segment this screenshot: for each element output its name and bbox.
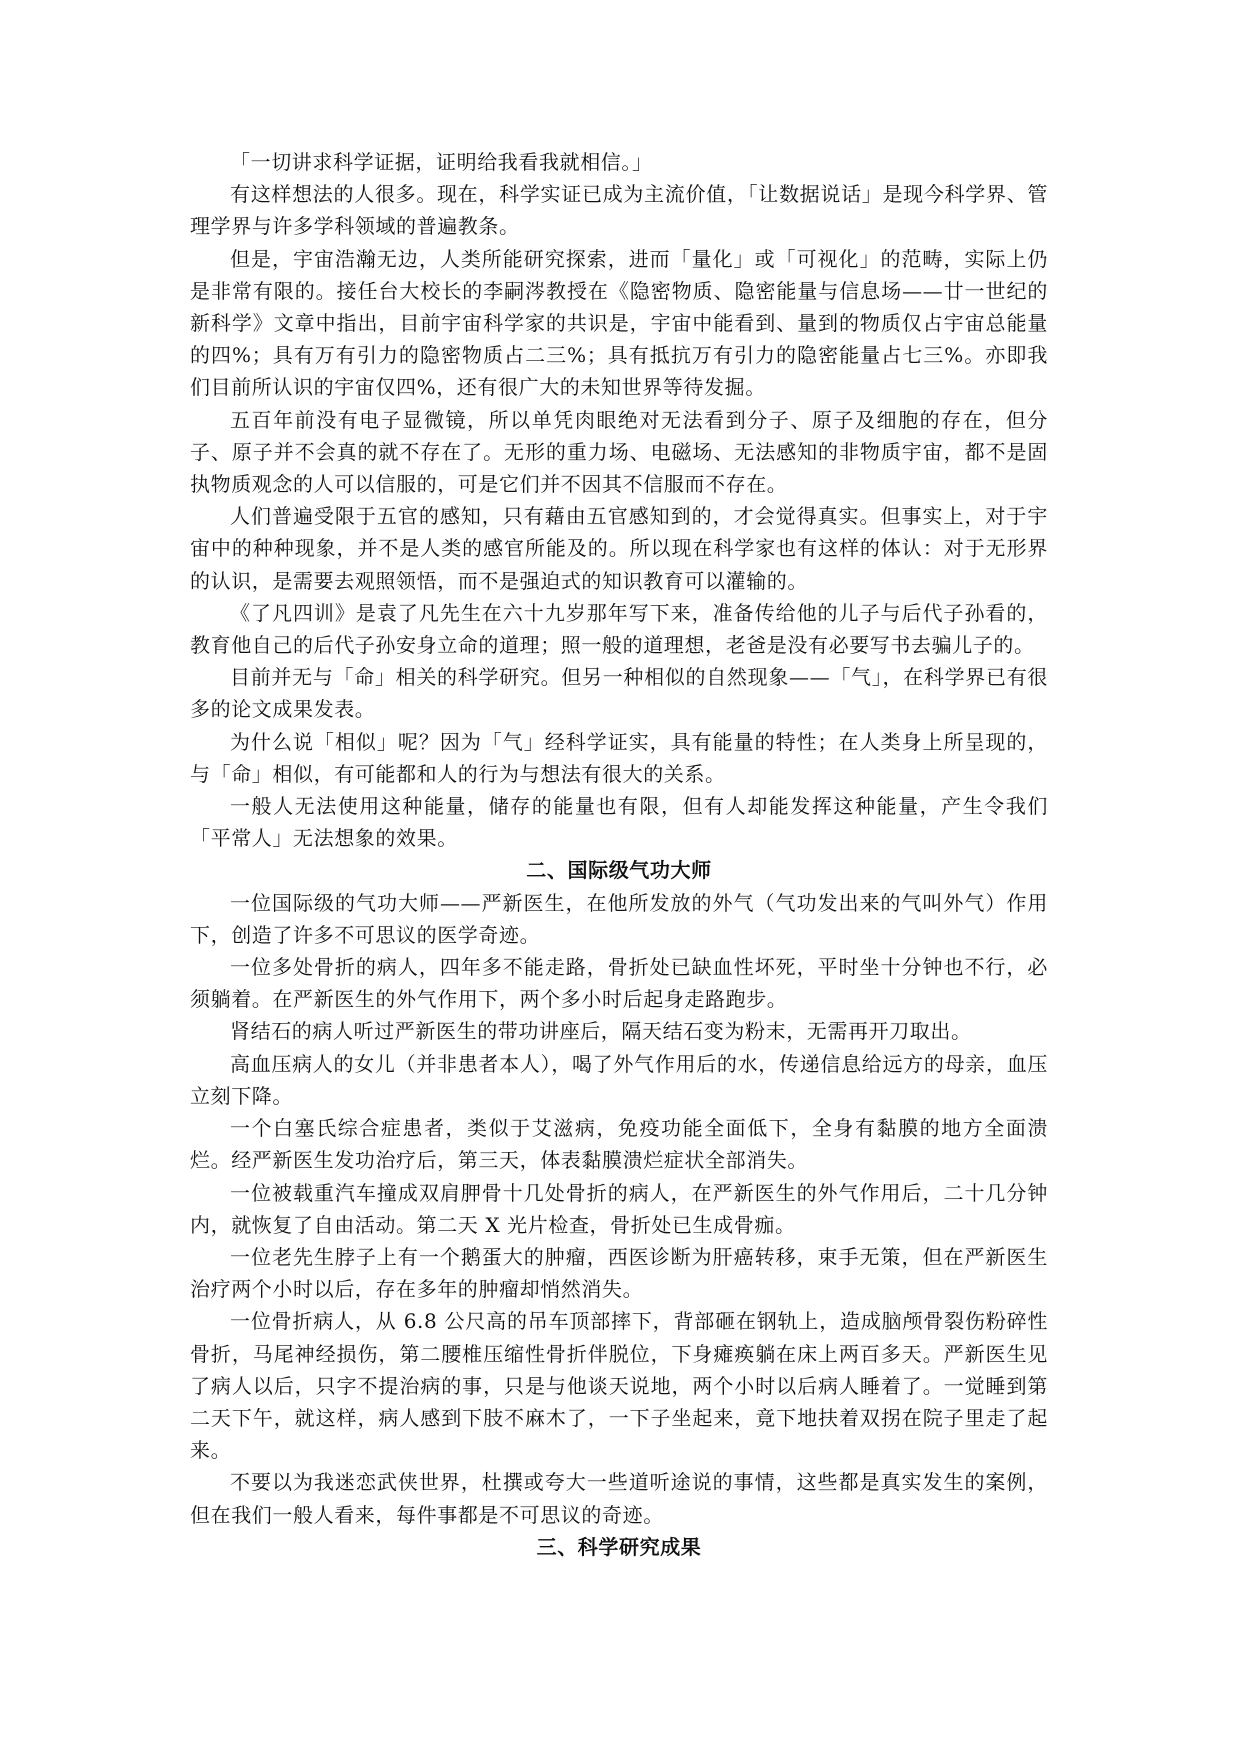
paragraph: 肾结石的病人听过严新医生的带功讲座后，隔天结石变为粉末，无需再开刀取出。: [230, 1019, 972, 1044]
paragraph: 一个白塞氏综合症患者，类似于艾滋病，免疫功能全面低下，全身有黏膜的地方全面溃烂。经严新医生发功治疗后，第三天，体表黏膜溃烂症状全部消失。: [190, 1116, 1048, 1173]
paragraph: 但是，宇宙浩瀚无边，人类所能研究探索，进而「量化」或「可视化」的范畴，实际上仍是非常有限的。接任台大校长的李嗣涔教授在《隐密物质、隐密能量与信息场——廿一世纪的新科学》文章中指出，目前宇宙科学家的共识是，宇宙中能看到、量到的物质仅占宇宙总能量的四%；具有万有引力的隐密物质占二三%；具有抵抗万有引力的隐密能量占七三%。亦即我们目前所认识的宇宙仅四%，还有很广大的未知世界等待发掘。: [190, 246, 1048, 400]
paragraph: 「一切讲求科学证据，证明给我看我就相信。」: [230, 150, 653, 174]
paragraph: 五百年前没有电子显微镜，所以单凭肉眼绝对无法看到分子、原子及细胞的存在，但分子、原子并不会真的就不存在了。无形的重力场、电磁场、无法感知的非物质宇宙，都不是固执物质观念的人可以信服的，可是它们并不因其不信服而不存在。: [190, 407, 1048, 497]
section-heading-3: 三、科学研究成果: [536, 1534, 702, 1559]
paragraph: 一位被载重汽车撞成双肩胛骨十几处骨折的病人，在严新医生的外气作用后，二十几分钟内，就恢复了自由活动。第二天 X 光片检查，骨折处已生成骨痂。: [190, 1180, 1048, 1237]
paragraph: 不要以为我迷恋武侠世界，杜撰或夸大一些道听途说的事情，这些都是真实发生的案例，但在我们一般人看来，每件事都是不可思议的奇迹。: [190, 1470, 1048, 1527]
paragraph: 一位多处骨折的病人，四年多不能走路，骨折处已缺血性坏死，平时坐十分钟也不行，必须躺着。在严新医生的外气作用下，两个多小时后起身走路跑步。: [190, 955, 1048, 1012]
paragraph: 一位国际级的气功大师——严新医生，在他所发放的外气（气功发出来的气叫外气）作用下，创造了许多不可思议的医学奇迹。: [190, 890, 1048, 947]
paragraph: 高血压病人的女儿（并非患者本人），喝了外气作用后的水，传递信息给远方的母亲，血压立刻下降。: [190, 1051, 1048, 1108]
paragraph: 一位老先生脖子上有一个鹅蛋大的肿瘤，西医诊断为肝癌转移，束手无策，但在严新医生治疗两个小时以后，存在多年的肿瘤却悄然消失。: [190, 1244, 1048, 1302]
paragraph: 为什么说「相似」呢？因为「气」经科学证实，具有能量的特性；在人类身上所呈现的，与「命」相似，有可能都和人的行为与想法有很大的关系。: [190, 729, 1048, 786]
paragraph: 《了凡四训》是袁了凡先生在六十九岁那年写下来，准备传给他的儿子与后代子孙看的，教育他自己的后代子孙安身立命的道理；照一般的道理想，老爸是没有必要写书去骗儿子的。: [190, 600, 1048, 658]
paragraph: 一位骨折病人，从 6.8 公尺高的吊车顶部摔下，背部砸在钢轨上，造成脑颅骨裂伤粉碎性骨折，马尾神经损伤，第二腰椎压缩性骨折伴脱位，下身瘫痪躺在床上两百多天。严新医生见了病人以后，只字不提治病的事，只是与他谈天说地，两个小时以后病人睡着了。一觉睡到第二天下午，就这样，病人感到下肢不麻木了，一下子坐起来，竟下地扶着双拐在院子里走了起来。: [190, 1309, 1048, 1463]
paragraph: 人们普遍受限于五官的感知，只有藉由五官感知到的，才会觉得真实。但事实上，对于宇宙中的种种现象，并不是人类的感官所能及的。所以现在科学家也有这样的体认：对于无形界的认识，是需要去观照领悟，而不是强迫式的知识教育可以灌输的。: [190, 504, 1048, 593]
paragraph: 有这样想法的人很多。现在，科学实证已成为主流价值，「让数据说话」是现今科学界、管理学界与许多学科领域的普遍教条。: [190, 182, 1048, 239]
document-page: [190, 146, 1048, 1563]
section-heading-2: 二、国际级气功大师: [526, 858, 712, 883]
paragraph: 目前并无与「命」相关的科学研究。但另一种相似的自然现象——「气」，在科学界已有很多的论文成果发表。: [190, 665, 1048, 722]
paragraph: 一般人无法使用这种能量，储存的能量也有限，但有人却能发挥这种能量，产生令我们「平常人」无法想象的效果。: [190, 794, 1048, 851]
